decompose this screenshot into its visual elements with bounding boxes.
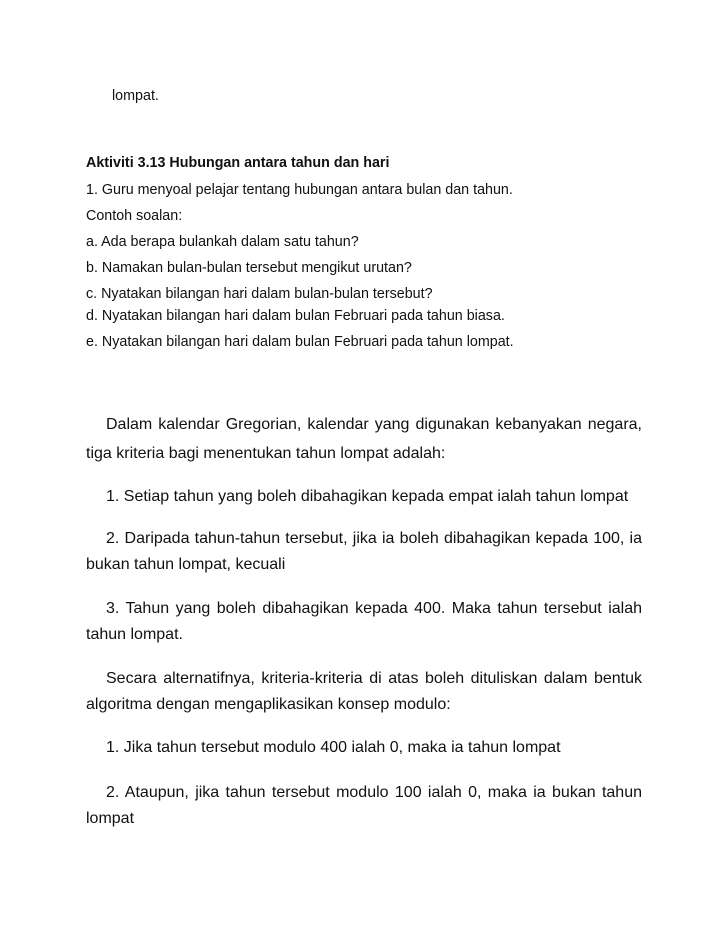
question-b: b. Namakan bulan-bulan tersebut mengikut urutan? bbox=[86, 260, 412, 276]
criterion-3-line-1: 3. Tahun yang boleh dibahagikan kepada 400. Maka tahun tersebut ialah bbox=[106, 600, 642, 617]
question-d: d. Nyatakan bilangan hari dalam bulan Februari pada tahun biasa. bbox=[86, 308, 505, 324]
activity-heading: Aktiviti 3.13 Hubungan antara tahun dan hari bbox=[86, 155, 390, 171]
criterion-3-line-2: tahun lompat. bbox=[86, 626, 183, 643]
paragraph-2-line-2: algoritma dengan mengaplikasikan konsep modulo: bbox=[86, 696, 451, 713]
example-label: Contoh soalan: bbox=[86, 208, 183, 224]
paragraph-1-line-1: Dalam kalendar Gregorian, kalendar yang digunakan kebanyakan negara, bbox=[106, 416, 642, 433]
question-a: a. Ada berapa bulankah dalam satu tahun? bbox=[86, 234, 359, 250]
top-fragment-text: lompat. bbox=[112, 88, 159, 104]
criterion-2-line-1: 2. Daripada tahun-tahun tersebut, jika ia boleh dibahagikan kepada 100, ia bbox=[106, 530, 642, 547]
question-e: e. Nyatakan bilangan hari dalam bulan Februari pada tahun lompat. bbox=[86, 334, 514, 350]
criterion-1: 1. Setiap tahun yang boleh dibahagikan kepada empat ialah tahun lompat bbox=[106, 488, 629, 505]
algorithm-step-1: 1. Jika tahun tersebut modulo 400 ialah 0, maka ia tahun lompat bbox=[106, 739, 561, 756]
paragraph-2-line-1: Secara alternatifnya, kriteria-kriteria di atas boleh dituliskan dalam bentuk bbox=[106, 670, 642, 687]
criterion-2-line-2: bukan tahun lompat, kecuali bbox=[86, 556, 286, 573]
algorithm-step-2-line-1: 2. Ataupun, jika tahun tersebut modulo 100 ialah 0, maka ia bukan tahun bbox=[106, 784, 642, 801]
paragraph-1-line-2: tiga kriteria bagi menentukan tahun lompat adalah: bbox=[86, 445, 446, 462]
activity-item-1: 1. Guru menyoal pelajar tentang hubungan antara bulan dan tahun. bbox=[86, 182, 513, 198]
question-c: c. Nyatakan bilangan hari dalam bulan-bulan tersebut? bbox=[86, 286, 433, 302]
algorithm-step-2-line-2: lompat bbox=[86, 810, 135, 827]
